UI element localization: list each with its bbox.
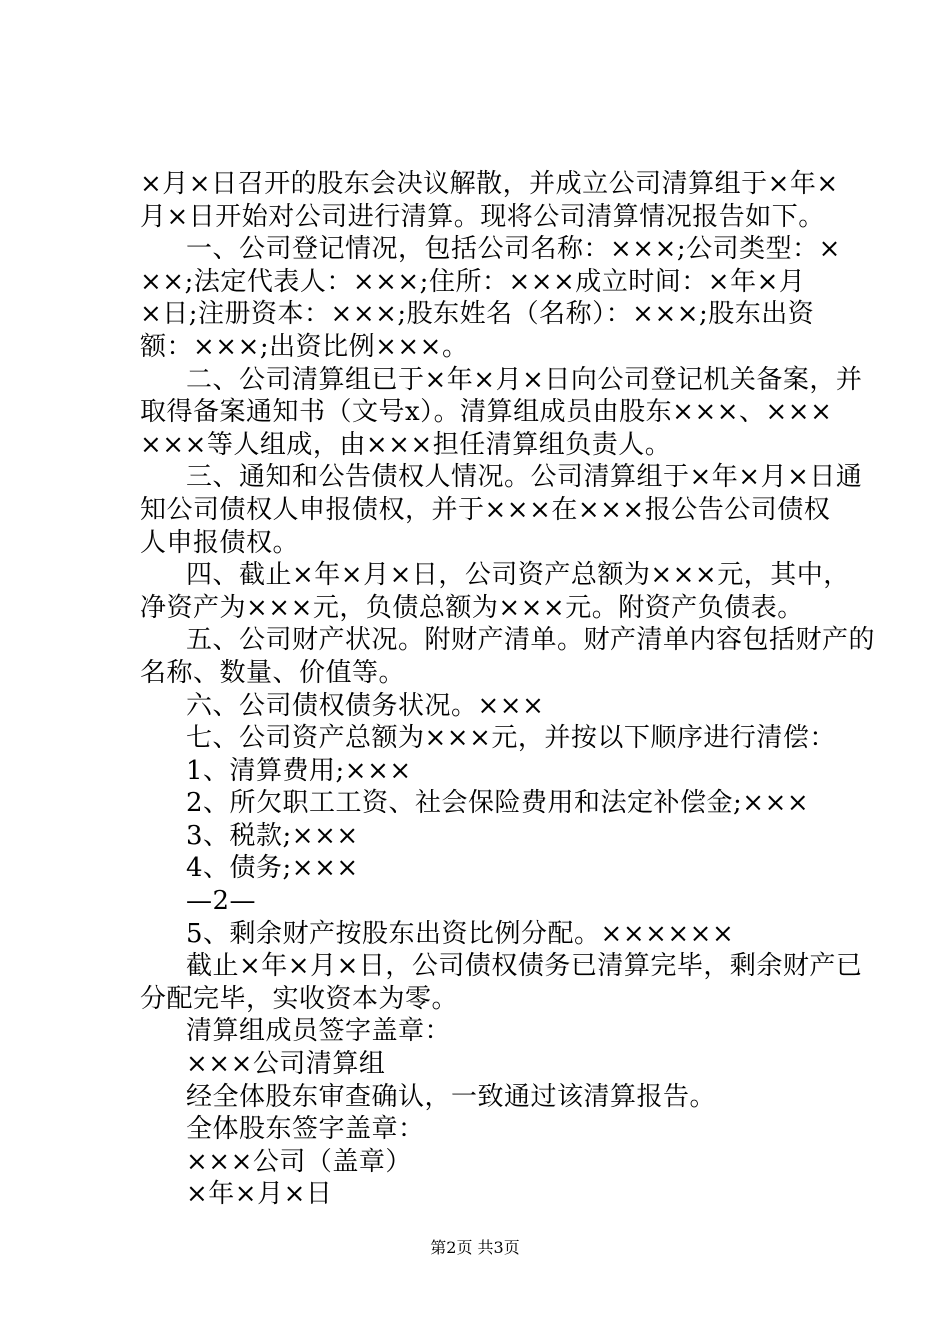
section-2-heading: 二、公司清算组已于×年×月×日向公司登记机关备案，并 xyxy=(186,364,863,395)
text-line: 截止×年×月×日，公司债权债务已清算完毕，剩余财产已 xyxy=(186,951,863,982)
text-line: 净资产为×××元，负债总额为×××元。附资产负债表。 xyxy=(140,592,804,623)
section-7-heading: 七、公司资产总额为×××元，并按以下顺序进行清偿： xyxy=(186,723,836,754)
document-date: ×年×月×日 xyxy=(186,1179,333,1210)
section-5-heading: 五、公司财产状况。附财产清单。财产清单内容包括财产的 xyxy=(186,625,876,656)
text-line: 知公司债权人申报债权，并于×××在×××报公告公司债权 xyxy=(140,494,831,525)
section-4-heading: 四、截止×年×月×日，公司资产总额为×××元，其中， xyxy=(186,560,850,591)
text-line: ×××等人组成，由×××担任清算组负责人。 xyxy=(140,429,672,460)
list-item: 1、清算费用;××× xyxy=(186,755,412,786)
signature-label: 清算组成员签字盖章： xyxy=(186,1016,452,1047)
list-item: 3、税款;××× xyxy=(186,820,359,851)
list-item: 2、所欠职工工资、社会保险费用和法定补偿金;××× xyxy=(186,788,810,819)
signature-entity: ×××公司（盖章） xyxy=(186,1146,412,1177)
list-item: 5、剩余财产按股东出资比例分配。×××××× xyxy=(186,918,735,949)
document-body xyxy=(140,168,876,1211)
signature-label: 全体股东签字盖章： xyxy=(186,1114,425,1145)
text-line: 月×日开始对公司进行清算。现将公司清算情况报告如下。 xyxy=(140,201,825,232)
text-line: 经全体股东审查确认，一致通过该清算报告。 xyxy=(186,1081,717,1112)
text-line: ××;法定代表人：×××;住所：×××成立时间：×年×月 xyxy=(140,266,806,297)
text-line: ×月×日召开的股东会决议解散，并成立公司清算组于×年× xyxy=(140,169,839,199)
text-line: ×日;注册资本：×××;股东姓名（名称）：×××;股东出资 xyxy=(140,299,815,330)
signature-entity: ×××公司清算组 xyxy=(186,1049,386,1080)
inline-page-number: —2— xyxy=(186,886,257,917)
page-footer: 第2页 共3页 xyxy=(430,1238,520,1257)
list-item: 4、债务;××× xyxy=(186,853,359,884)
section-6-heading: 六、公司债权债务状况。××× xyxy=(186,690,545,721)
text-line: 名称、数量、价值等。 xyxy=(140,657,406,688)
section-3-heading: 三、通知和公告债权人情况。公司清算组于×年×月×日通 xyxy=(186,462,863,493)
text-line: 额：×××;出资比例×××。 xyxy=(140,331,469,362)
section-1-heading: 一、公司登记情况，包括公司名称：×××;公司类型：× xyxy=(186,234,841,265)
text-line: 分配完毕，实收资本为零。 xyxy=(140,983,459,1014)
text-line: 人申报债权。 xyxy=(140,527,300,558)
text-line: 取得备案通知书（文号x）。清算组成员由股东×××、××× xyxy=(140,397,833,428)
